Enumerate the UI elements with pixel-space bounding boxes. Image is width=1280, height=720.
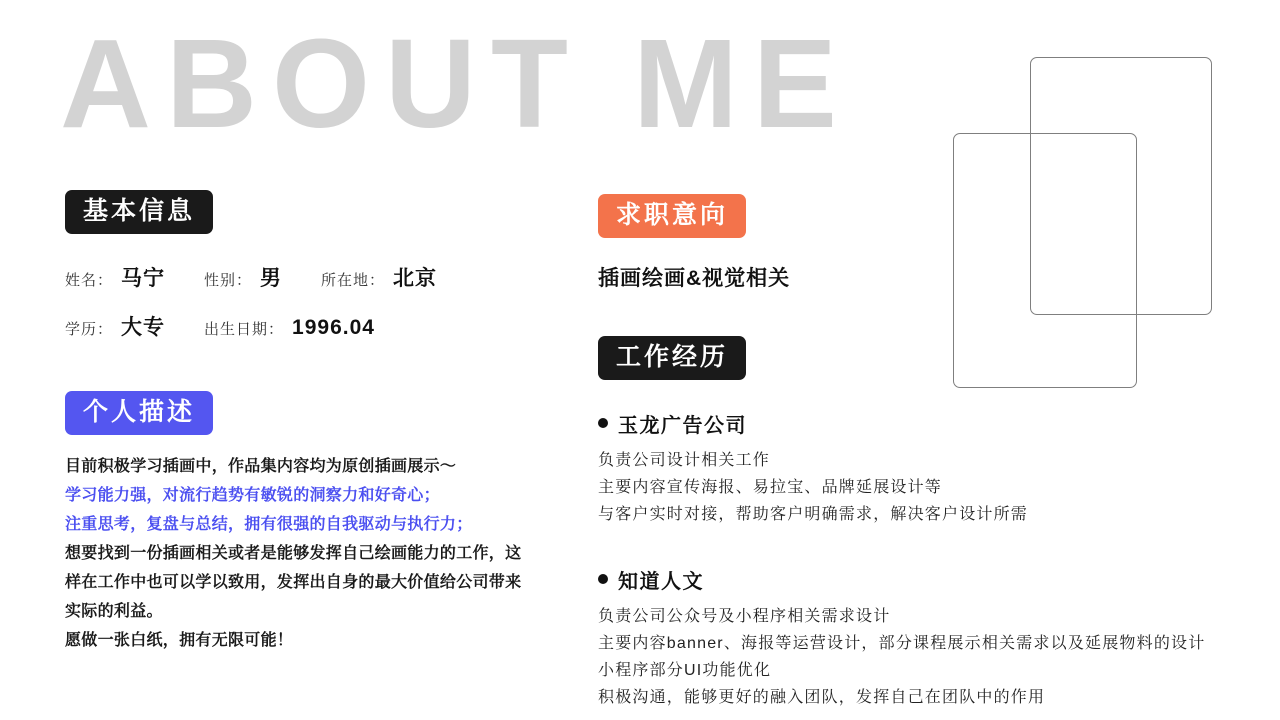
field-education [65,311,165,341]
personal-desc-badge: 个人描述 [65,391,213,435]
job-1-details [598,447,1258,528]
job-entry-2 [598,565,1258,711]
job-detail-line: 主要内容banner、海报等运营设计，部分课程展示相关需求以及延展物料的设计 [598,634,1206,652]
field-name-label: 姓名： [65,271,114,289]
job-2-title [598,565,1258,594]
basic-info-rows [65,262,565,341]
job-detail-line: 积极沟通，能够更好的融入团队，发挥自己在团队中的作用 [598,688,1046,706]
job-detail-line: 负责公司设计相关工作 [598,451,771,469]
job-entry-1 [598,409,1258,528]
field-name [65,262,165,292]
field-location-label: 所在地： [321,271,386,289]
field-birthdate-label: 出生日期： [204,320,285,338]
basic-info-row-2 [65,311,565,341]
left-column [65,190,565,655]
bullet-icon [598,418,608,428]
work-experience-badge: 工作经历 [598,336,746,380]
desc-line: 目前积极学习插画中，作品集内容均为原创插画展示～ [65,457,457,475]
desc-line: 样在工作中也可以学以致用，发挥出自身的最大价值给公司带来 [65,573,522,591]
job-detail-line: 负责公司公众号及小程序相关需求设计 [598,607,891,625]
desc-line: 实际的利益。 [65,602,163,620]
field-location-value: 北京 [393,266,438,290]
field-location [321,262,437,292]
personal-desc-section [65,391,565,435]
job-2-details [598,603,1258,711]
job-1-title [598,409,1258,438]
desc-line: 愿做一张白纸，拥有无限可能！ [65,631,294,649]
bullet-icon [598,574,608,584]
field-gender-value: 男 [260,266,283,290]
basic-info-badge: 基本信息 [65,190,213,234]
desc-line: 学习能力强，对流行趋势有敏锐的洞察力和好奇心； [65,486,440,504]
basic-info-row-1 [65,262,565,292]
job-detail-line: 小程序部分UI功能优化 [598,661,772,679]
job-2-company: 知道人文 [618,570,704,593]
field-gender [204,262,282,292]
desc-line: 注重思考，复盘与总结，拥有很强的自我驱动与执行力； [65,515,473,533]
personal-desc-text [65,452,565,655]
work-experience-section [598,336,1258,380]
desc-line: 想要找到一份插画相关或者是能够发挥自己绘画能力的工作，这 [65,544,522,562]
field-name-value: 马宁 [121,266,166,290]
field-gender-label: 性别： [204,271,253,289]
job-1-company: 玉龙广告公司 [618,414,747,437]
job-intention-text: 插画绘画&视觉相关 [598,266,791,290]
job-detail-line: 主要内容宣传海报、易拉宝、品牌延展设计等 [598,478,943,496]
field-birthdate-value: 1996.04 [292,315,375,339]
field-birthdate [204,316,375,340]
job-detail-line: 与客户实时对接，帮助客户明确需求，解决客户设计所需 [598,505,1029,523]
job-intention-badge: 求职意向 [598,194,746,238]
page-title: ABOUT ME [60,13,852,154]
right-column [598,194,1258,711]
field-education-value: 大专 [121,315,166,339]
field-education-label: 学历： [65,320,114,338]
